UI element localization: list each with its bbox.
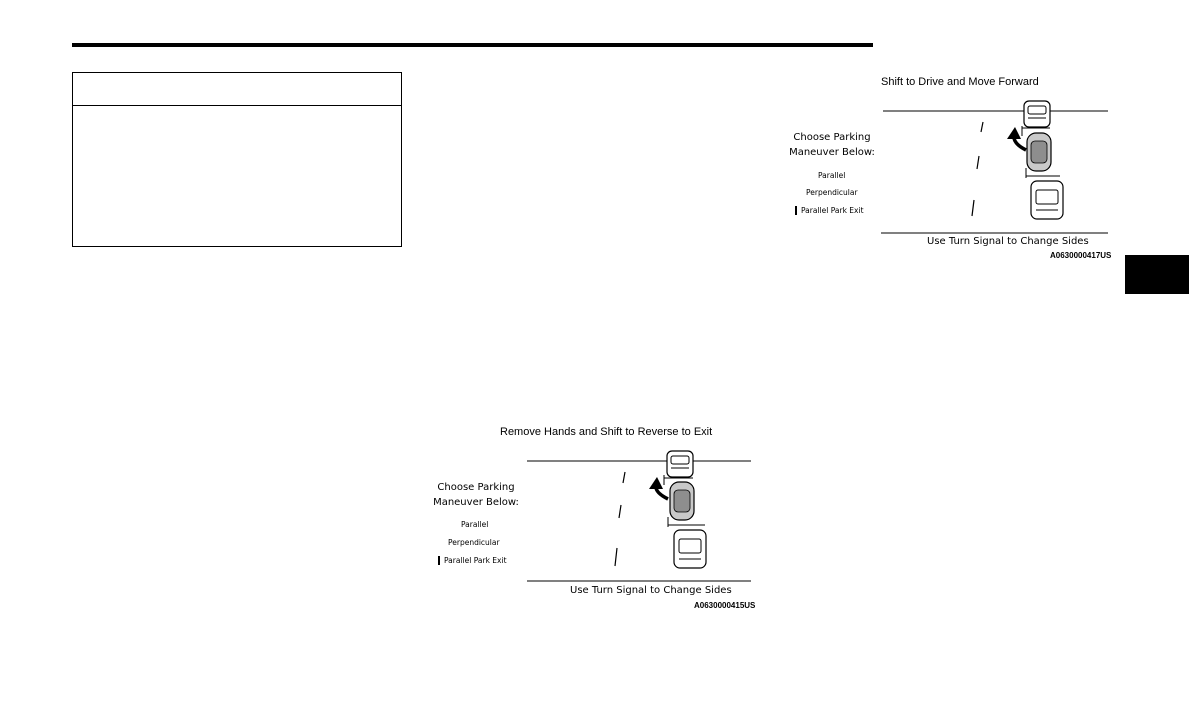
- figure-caption: Remove Hands and Shift to Reverse to Exit: [500, 426, 713, 438]
- figure-footer: Use Turn Signal to Change Sides: [927, 236, 1089, 247]
- arrow-icon: [649, 477, 668, 499]
- rear-car-icon: [674, 530, 706, 568]
- ego-car-icon: [670, 482, 694, 520]
- menu-item-parallel-park-exit: Parallel Park Exit: [438, 556, 507, 565]
- menu-item-parallel: Parallel: [818, 171, 846, 180]
- figure-code: A0630000417US: [1050, 251, 1112, 260]
- figure-code: A0630000415US: [694, 601, 756, 610]
- menu-item-parallel-park-exit: Parallel Park Exit: [795, 206, 864, 215]
- menu-title-line2: Maneuver Below:: [789, 147, 875, 158]
- menu-item-parallel: Parallel: [461, 520, 489, 529]
- front-car-icon: [667, 451, 693, 477]
- menu-title-line2: Maneuver Below:: [433, 497, 519, 508]
- figure-footer: Use Turn Signal to Change Sides: [570, 585, 732, 596]
- menu-title-line1: Choose Parking: [793, 132, 871, 143]
- menu-item-perpendicular: Perpendicular: [448, 538, 500, 547]
- menu-item-perpendicular: Perpendicular: [806, 188, 858, 197]
- menu-title-line1: Choose Parking: [437, 482, 515, 493]
- figure-caption: Shift to Drive and Move Forward: [881, 76, 1039, 88]
